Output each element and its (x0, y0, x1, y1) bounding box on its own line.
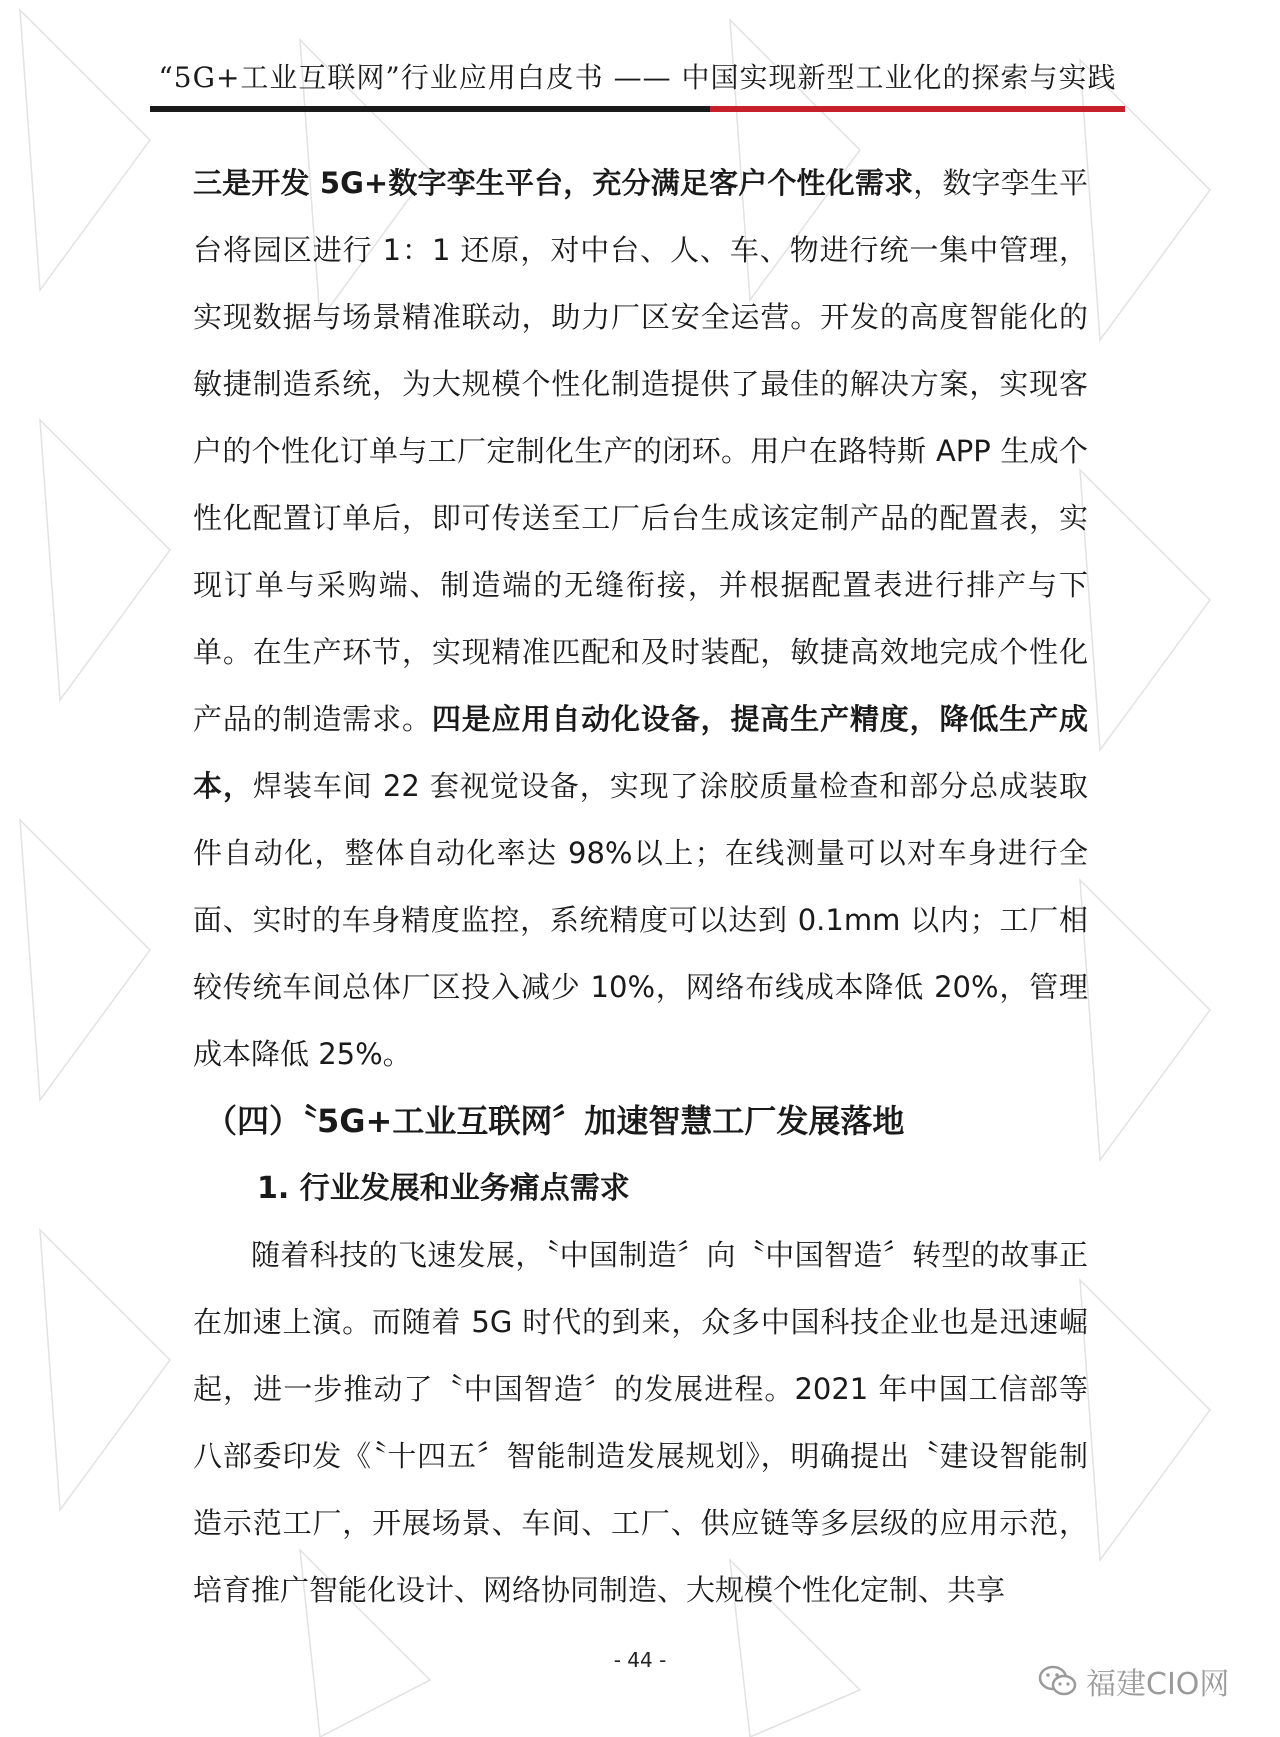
document-body (193, 150, 1088, 1624)
paragraph-industry-development: 随着科技的飞速发展，〝中国制造〞向〝中国智造〞转型的故事正在加速上演。而随着 5G 时代的到来，众多中国科技企业也是迅速崛起，进一步推动了〝中国智造〞的发展进程。2021 年中国工信部等八部委印发《〝十四五〞智能制造发展规划》，明确提出〝建设智能制造示范工厂，开展场景、车间、工厂、供应链等多层级的应用示范，培育推广智能化设计、网络协同制造、大规模个性化定制、共享 (193, 1238, 1088, 1607)
page-number: - 44 - (613, 1648, 667, 1672)
bold-lead-4: 四是应用自动化设备，提高生产精度，降低生产成本， (193, 702, 1088, 803)
header-rule (150, 106, 1125, 112)
brand-watermark (1038, 1661, 1229, 1701)
sub-heading: 1. 行业发展和业务痛点需求 (257, 1171, 630, 1206)
page-header-title: “5G+工业互联网”行业应用白皮书 —— 中国实现新型工业化的探索与实践 (158, 61, 1117, 94)
header-rule-black (150, 106, 710, 112)
paragraph-digital-twin (193, 150, 1088, 1088)
section-heading: （四）〝5G+工业互联网〞加速智慧工厂发展落地 (205, 1102, 905, 1140)
paragraph-text-1: ，数字孪生平台将园区进行 1：1 还原，对中台、人、车、物进行统一集中管理，实现数据与场景精准联动，助力厂区安全运营。开发的高度智能化的敏捷制造系统，为大规模个性化制造提供了最佳的解决方案，实现客户的个性化订单与工厂定制化生产的闭环。用户在路特斯 APP 生成个性化配置订单后，即可传送至工厂后台生成该定制产品的配置表，实现订单与采购端、制造端的无缝衔接，并根据配置表进行排产与下单。在生产环节，实现精准匹配和及时装配，敏捷高效地完成个性化产品的制造需求。 (193, 166, 1088, 736)
paragraph-text-2: 焊装车间 22 套视觉设备，实现了涂胶质量检查和部分总成装取件自动化，整体自动化率达 98%以上；在线测量可以对车身进行全面、实时的车身精度监控，系统精度可以达到 0.1mm 以内；工厂相较传统车间总体厂区投入减少 10%，网络布线成本降低 20%，管理成本降低 25%。 (193, 769, 1088, 1071)
bold-lead-3: 三是开发 5G+数字孪生平台，充分满足客户个性化需求 (193, 166, 914, 200)
wechat-icon (1038, 1664, 1078, 1698)
header-rule-red (710, 106, 1125, 112)
brand-name: 福建CIO网 (1086, 1667, 1230, 1702)
